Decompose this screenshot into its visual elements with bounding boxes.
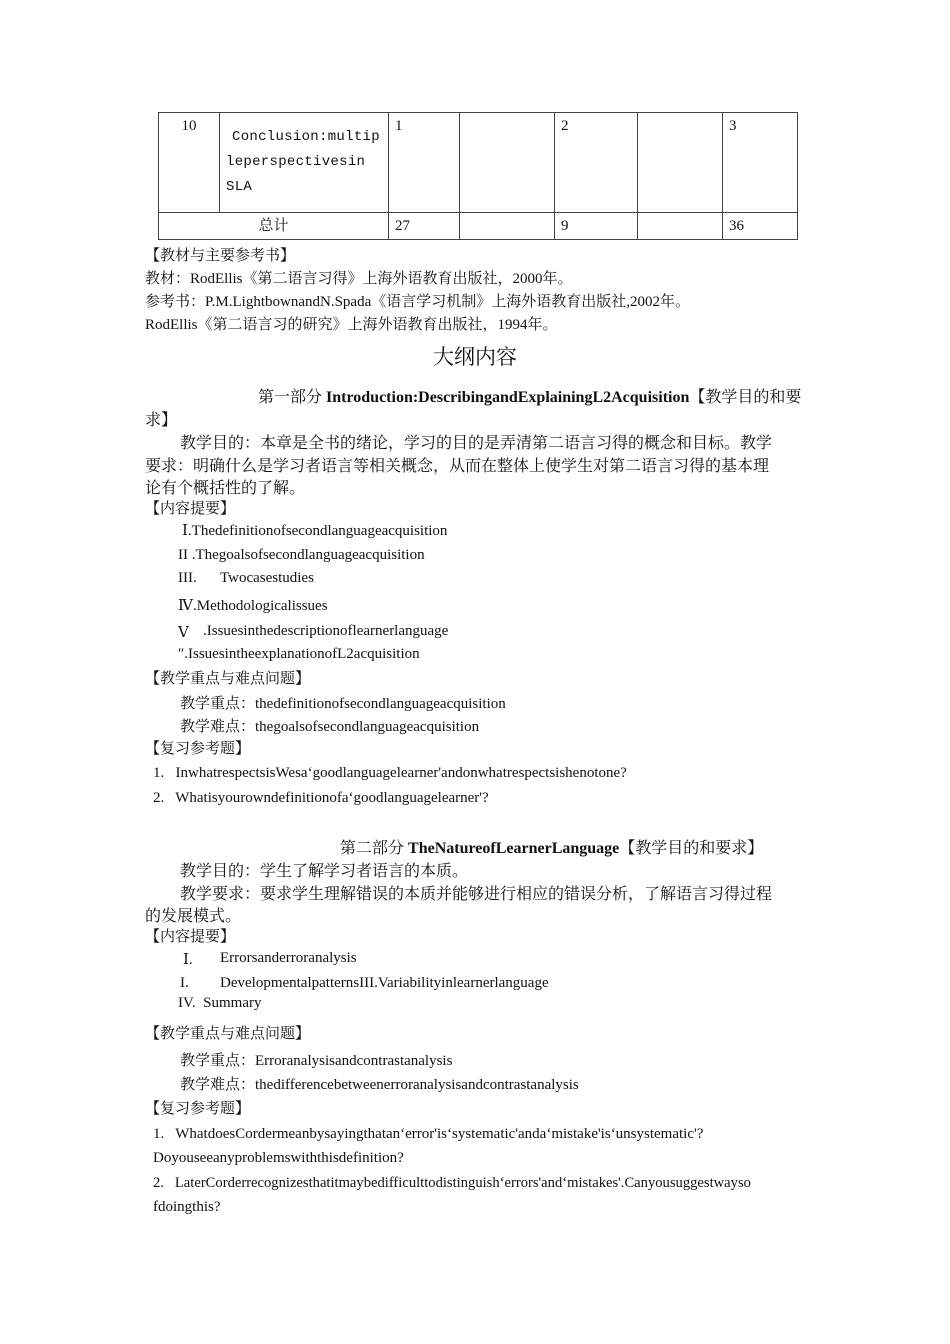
reference-line: RodEllis《第二语言习的研究》上海外语教育出版社，1994年。 xyxy=(145,317,558,333)
lesson-title-line: leperspectivesin xyxy=(226,154,366,170)
hours-cell: 36 xyxy=(723,213,798,240)
part2-review-heading: 【复习参考题】 xyxy=(145,1101,251,1117)
hours-table xyxy=(158,112,798,240)
part1-review-question: 1. InwhatrespectsisWesa‘goodlanguagelearner'andonwhatrespectsishenotone? xyxy=(153,765,627,781)
outline-title: 大纲内容 xyxy=(433,345,517,369)
part2-review-question: 1. WhatdoesCordermeanbysayingthatan‘error'is‘systematic'anda‘mistake'is‘unsystematic'? xyxy=(153,1126,704,1142)
hours-cell xyxy=(460,213,555,240)
part1-purpose-line: 教学目的：本章是全书的绪论，学习的目的是弄清第二语言习得的概念和目标。教学 xyxy=(180,435,773,452)
total-label-cell: 总计 xyxy=(159,213,389,240)
part2-requirement-line: 的发展模式。 xyxy=(145,908,242,925)
hours-cell: 27 xyxy=(389,213,460,240)
part2-title: TheNatureofLearnerLanguage xyxy=(408,840,620,857)
part1-purpose-line: 论有个概括性的了解。 xyxy=(145,480,306,497)
part1-suffix: 【教学目的和要 xyxy=(689,389,802,406)
part1-key-heading: 【教学重点与难点问题】 xyxy=(145,671,311,687)
hours-cell xyxy=(638,113,723,213)
part1-review-question: 2. Whatisyourowndefinitionofa‘goodlanguagelearner'? xyxy=(153,790,489,806)
part1-key-point: 教学重点：thedefinitionofsecondlanguageacquisition xyxy=(180,696,506,712)
part1-content-item: ″.IssuesintheexplanationofL2acquisition xyxy=(178,646,420,662)
hours-cell: 1 xyxy=(389,113,460,213)
lesson-title-line: SLA xyxy=(226,179,253,195)
hours-cell xyxy=(460,113,555,213)
hours-cell: 2 xyxy=(555,113,638,213)
lesson-title-cell xyxy=(220,113,389,213)
part2-requirement-line: 教学要求：要求学生理解错误的本质并能够进行相应的错误分析，了解语言习得过程 xyxy=(180,886,773,903)
part1-heading xyxy=(258,384,801,407)
part1-review-heading: 【复习参考题】 xyxy=(145,741,251,757)
hours-cell xyxy=(638,213,723,240)
part2-difficult-point: 教学难点：thedifferencebetweenerroranalysisandcontrastanalysis xyxy=(180,1077,579,1093)
part1-prefix: 第一部分 xyxy=(258,389,323,406)
part2-content-item-num: I. xyxy=(180,975,189,991)
part2-content-heading: 【内容提要】 xyxy=(145,929,236,945)
part2-content-item-num: Ⅰ. xyxy=(183,952,193,968)
part2-review-question: 2. LaterCorderrecognizesthatitmaybedifficulttodistinguish‘errors'and‘mistakes'.Canyousuggestwayso xyxy=(153,1175,751,1191)
part1-content-item: Ⅳ.Methodologicalissues xyxy=(178,598,328,614)
lesson-title-line: Conclusion:multip xyxy=(232,129,380,145)
textbook-line: 教材：RodEllis《第二语言习得》上海外语教育出版社，2000年。 xyxy=(145,271,573,287)
part1-content-heading: 【内容提要】 xyxy=(145,501,236,517)
part1-content-item: Ⅰ.Thedefinitionofsecondlanguageacquisition xyxy=(182,523,448,539)
hours-cell: 9 xyxy=(555,213,638,240)
part2-key-point: 教学重点：Erroranalysisandcontrastanalysis xyxy=(180,1053,453,1069)
reference-line: 参考书：P.M.LightbownandN.Spada《语言学习机制》上海外语教育出版社,2002年。 xyxy=(145,294,690,310)
part2-content-item: Errorsanderroranalysis xyxy=(220,950,357,966)
part1-content-item-num: III. xyxy=(178,570,197,586)
part1-title: Introduction:DescribingandExplainingL2Acquisition xyxy=(326,389,690,406)
part2-content-item: DevelopmentalpatternsIII.Variabilityinlearnerlanguage xyxy=(220,975,549,991)
references-heading: 【教材与主要参考书】 xyxy=(145,248,296,264)
part1-difficult-point: 教学难点：thegoalsofsecondlanguageacquisition xyxy=(180,719,480,735)
part2-content-item: IV. Summary xyxy=(178,995,262,1011)
part2-key-heading: 【教学重点与难点问题】 xyxy=(145,1026,311,1042)
part2-prefix: 第二部分 xyxy=(340,840,405,857)
hours-cell: 3 xyxy=(723,113,798,213)
table-row xyxy=(159,213,798,240)
part2-suffix: 【教学目的和要求】 xyxy=(619,840,764,857)
part1-content-item: Twocasestudies xyxy=(220,570,314,586)
part1-content-item-num: Ⅴ xyxy=(178,625,189,641)
part1-purpose-line: 要求：明确什么是学习者语言等相关概念，从而在整体上使学生对第二语言习得的基本理 xyxy=(145,458,770,475)
part2-heading xyxy=(340,835,763,858)
part2-review-question-cont: fdoingthis? xyxy=(153,1199,221,1215)
part2-review-question-cont: Doyouseeanyproblemswiththisdefinition? xyxy=(153,1150,404,1166)
lesson-number-cell: 10 xyxy=(159,113,220,213)
part1-content-item: .Issuesinthedescriptionoflearnerlanguage xyxy=(203,623,449,639)
part1-heading-cont: 求】 xyxy=(145,412,178,429)
table-row xyxy=(159,113,798,213)
part1-content-item: II .Thegoalsofsecondlanguageacquisition xyxy=(178,547,425,563)
part2-purpose: 教学目的：学生了解学习者语言的本质。 xyxy=(180,863,469,880)
